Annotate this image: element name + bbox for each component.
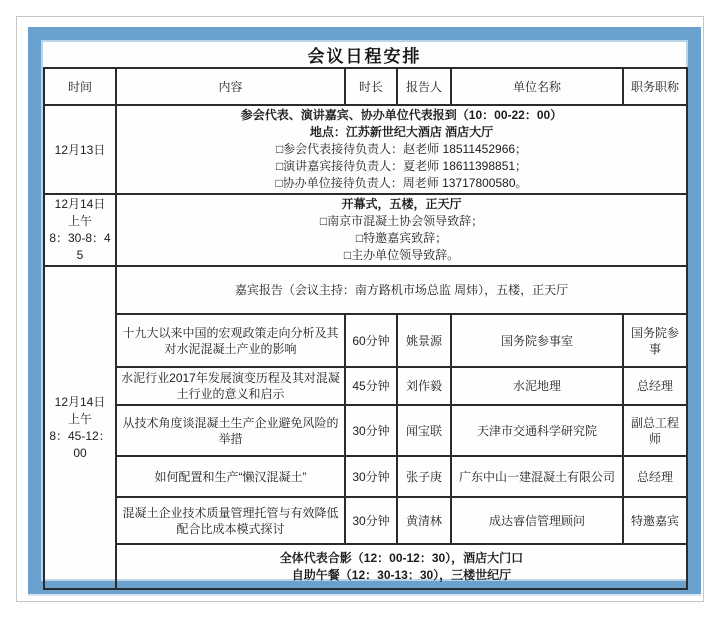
registration-headline: 参会代表、演讲嘉宾、协办单位代表报到（10：00-22：00） [240,108,563,122]
talk-speaker: 黄清林 [397,497,451,544]
schedule-sheet [43,42,686,582]
col-header-time: 时间 [44,68,116,105]
group-photo-line: 全体代表合影（12：00-12：30），酒店大门口 [279,550,524,565]
col-header-content: 内容 [116,68,345,105]
talk-topic: 如何配置和生产“懒汉混凝土” [116,456,345,497]
talk-row [44,456,687,497]
talk-row [44,367,687,405]
talk-topic: 从技术角度谈混凝土生产企业避免风险的举措 [116,405,345,456]
opening-item: □南京市混凝土协会领导致辞； [319,214,484,228]
talk-position: 国务院参事 [623,314,687,367]
talk-position: 特邀嘉宾 [623,497,687,544]
closing-row [44,544,687,589]
talk-position: 副总工程师 [623,405,687,456]
talk-topic: 水泥行业2017年发展演变历程及其对混凝土行业的意义和启示 [116,367,345,405]
registration-date: 12月13日 [44,105,116,194]
opening-item: □主办单位领导致辞。 [343,248,460,262]
closing-content [116,544,687,589]
table-header-row [44,68,687,105]
opening-time [44,194,116,266]
opening-row [44,194,687,266]
talk-speaker: 张子庚 [397,456,451,497]
registration-row [44,105,687,194]
schedule-blue-frame [28,27,701,594]
talk-position: 总经理 [623,456,687,497]
guest-session-time [44,266,116,589]
talk-duration: 30分钟 [345,497,397,544]
col-header-org: 单位名称 [451,68,623,105]
talk-row [44,314,687,367]
guest-session-hours: 8：45-12：00 [49,428,111,460]
talk-row [44,497,687,544]
registration-contact: □演讲嘉宾接待负责人：夏老师 18611398851； [275,159,528,173]
lunch-line: 自助午餐（12：30-13：30），三楼世纪厅 [291,567,512,582]
talk-speaker: 姚景源 [397,314,451,367]
talk-duration: 45分钟 [345,367,397,405]
opening-ampm: 上午 [67,214,92,228]
talk-topic: 十九大以来中国的宏观政策走向分析及其对水泥混凝土产业的影响 [116,314,345,367]
opening-item: □特邀嘉宾致辞； [355,231,448,245]
guest-session-header-row [44,266,687,314]
talk-org: 成达睿信管理顾问 [451,497,623,544]
talk-org: 天津市交通科学研究院 [451,405,623,456]
talk-org: 水泥地理 [451,367,623,405]
talk-org: 广东中山一建混凝土有限公司 [451,456,623,497]
talk-row [44,405,687,456]
guest-session-date: 12月14日 [54,394,106,409]
col-header-duration: 时长 [345,68,397,105]
registration-contact: □参会代表接待负责人：赵老师 18511452966； [275,142,528,156]
talk-speaker: 刘作毅 [397,367,451,405]
talk-duration: 30分钟 [345,405,397,456]
guest-session-ampm: 上午 [67,411,92,426]
opening-date: 12月14日 [54,197,106,211]
schedule-table [43,67,688,590]
registration-contact: □协办单位接待负责人：周老师 13717800580。 [275,176,528,190]
talk-speaker: 闻宝联 [397,405,451,456]
page-title: 会议日程安排 [307,47,422,66]
talk-duration: 30分钟 [345,456,397,497]
registration-content [116,105,687,194]
opening-hours: 8：30-8：45 [49,231,111,262]
talk-org: 国务院参事室 [451,314,623,367]
talk-duration: 60分钟 [345,314,397,367]
opening-headline: 开幕式，五楼，正天厅 [341,197,462,211]
opening-content [116,194,687,266]
col-header-position: 职务职称 [623,68,687,105]
talk-topic: 混凝土企业技术质量管理托管与有效降低配合比成本模式探讨 [116,497,345,544]
guest-session-title: 嘉宾报告（会议主持：南方路机市场总监 周炜），五楼，正天厅 [116,266,687,314]
talk-position: 总经理 [623,367,687,405]
col-header-speaker: 报告人 [397,68,451,105]
registration-location: 地点：江苏新世纪大酒店 酒店大厅 [309,125,494,139]
